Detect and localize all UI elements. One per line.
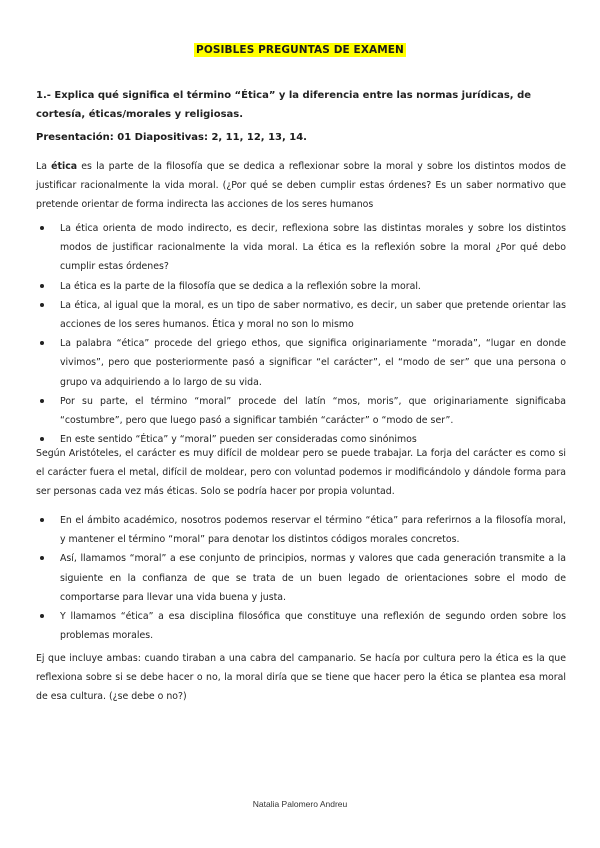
bullet-icon	[40, 399, 44, 403]
page-title: POSIBLES PREGUNTAS DE EXAMEN	[196, 44, 404, 56]
bullet-icon	[40, 614, 44, 618]
aristotle-paragraph: Según Aristóteles, el carácter es muy difícil de moldear pero se puede trabajar. La forja del carácter es como si el carácter fuera el metal, difícil de moldear, pero con voluntad podemos ir modificándolo y dándole forma para ser personas cada vez más éticas. Solo se podría hacer por propia voluntad.	[36, 448, 566, 498]
title-wrap	[0, 38, 600, 57]
list-item-text: Y llamamos “ética” a esa disciplina filosófica que constituye una reflexión de segundo orden sobre los problemas morales.	[60, 611, 566, 642]
bullet-icon	[40, 303, 44, 307]
list-item-text: Así, llamamos “moral” a ese conjunto de principios, normas y valores que cada generación transmite a la siguiente en la confianza de que se trata de un buen legado de orientaciones sobre el modo de comportarse para llevar una vida buena y justa.	[60, 553, 566, 603]
list-item-text: La ética orienta de modo indirecto, es decir, reflexiona sobre las distintas morales y sobre los distintos modos de justificar racionalmente la vida moral. La ética es la reflexión sobre la moral ¿Por qué debo cumplir estas órdenes?	[60, 223, 566, 273]
intro-paragraph	[36, 157, 566, 215]
list-item	[36, 549, 566, 607]
bullet-icon	[40, 556, 44, 560]
list-item	[36, 511, 566, 549]
presentation-line: Presentación: 01 Diapositivas: 2, 11, 12, 13, 14.	[36, 132, 307, 143]
bullet-icon	[40, 226, 44, 230]
bullet-icon	[40, 341, 44, 345]
list-item-text: La ética es la parte de la filosofía que se dedica a la reflexión sobre la moral.	[60, 280, 421, 292]
list-item-text: Por su parte, el término “moral” procede del latín “mos, moris”, que originariamente significaba “costumbre”, pero que luego pasó a significar también “carácter” o “modo de ser”.	[60, 395, 566, 427]
footer-author: Natalia Palomero Andreu	[252, 799, 348, 809]
list-item-text: En este sentido “Ética” y “moral” pueden ser consideradas como sinónimos	[60, 434, 417, 446]
bullet-icon	[40, 284, 44, 288]
bullet-list-academic	[36, 511, 566, 645]
list-item	[36, 219, 566, 277]
list-item	[36, 334, 566, 392]
list-item	[36, 392, 566, 430]
intro-rest: es la parte de la filosofía que se dedica a reflexionar sobre la moral y sobre los distintos modos de justificar racionalmente la vida moral. (¿Por qué se deben cumplir estas órdenes? Es un saber normativo que pretende orientar de forma indirecta las acciones de los seres humanos	[36, 161, 567, 211]
list-item-text: La palabra “ética” procede del griego ethos, que significa originariamente “morada”, “lugar en donde vivimos”, pero que posteriormente pasó a significar “el carácter”, el “modo de ser” que una persona o grupo va adquiriendo a lo largo de su vida.	[60, 338, 566, 388]
bullet-icon	[40, 518, 44, 522]
intro-term: ética	[51, 161, 78, 172]
list-item-text: En el ámbito académico, nosotros podemos reservar el término “ética” para referirnos a la filosofía moral, y mantener el término “moral” para denotar los distintos códigos morales concretos.	[60, 515, 566, 546]
intro-lead: La	[36, 161, 47, 172]
bullet-icon	[40, 437, 44, 441]
list-item	[36, 296, 566, 334]
list-item	[36, 607, 566, 645]
example-paragraph: Ej que incluye ambas: cuando tiraban a una cabra del campanario. Se hacía por cultura pero la ética es la que reflexiona sobre si se debe hacer o no, la moral diría que se tiene que hacer pero la ética se plantea esa moral de esa cultura. (¿se debe o no?)	[36, 653, 566, 703]
question-heading: 1.- Explica qué significa el término “Ética” y la diferencia entre las normas jurídicas, de cortesía, éticas/morales y religiosas.	[36, 90, 532, 120]
list-item	[36, 277, 566, 296]
list-item-text: La ética, al igual que la moral, es un tipo de saber normativo, es decir, un saber que pretende orientar las acciones de los seres humanos. Ética y moral no son lo mismo	[60, 299, 566, 331]
bullet-list-ethics	[36, 219, 566, 449]
